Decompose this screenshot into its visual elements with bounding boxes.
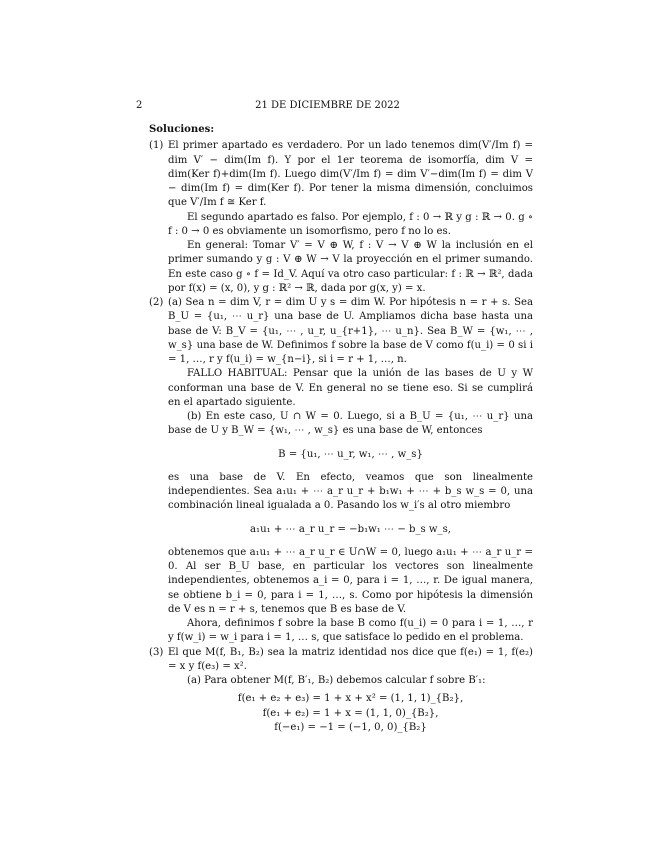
paragraph: es una base de V. En efecto, veamos que son linealmente independientes. Sea a₁u₁ + ⋯ a_r u_r + b₁w₁ + ⋯ + b_s w_s = 0, una combinación lineal igualada a 0. Pasando los w_i′s al otro miembro <box>168 471 533 512</box>
item-number: (2) <box>149 297 164 308</box>
equation-line: f(−e₁) = −1 = (−1, 0, 0)_{B₂} <box>274 721 427 733</box>
paragraph: Ahora, definimos f sobre la base B como f(u_i) = 0 para i = 1, …, r y f(w_i) = w_i para i = 1, … s, que satisface lo pedido en el problema. <box>168 618 533 644</box>
common-mistake-paragraph: FALLO HABITUAL: Pensar que la unión de las bases de U y W conforman una base de V. En general no se tiene eso. Si se cumplirá en el apartado siguiente. <box>168 368 533 408</box>
solution-item-1 <box>149 139 533 296</box>
paragraph: El que M(f, B₁, B₂) sea la matriz identidad nos dice que f(e₁) = 1, f(e₂) = x y f(e₃) = x². <box>168 646 533 672</box>
paragraph: (a) Para obtener M(f, B′₁, B₂) debemos calcular f sobre B′₁: <box>187 675 486 686</box>
page-number: 2 <box>136 100 143 111</box>
paragraph: En general: Tomar V′ = V ⊕ W, f : V → V ⊕ W la inclusión en el primer sumando y g : V ⊕ W → V la proyección en el primer sumando. En este caso g ∘ f = Id_V. Aquí va otro caso particular: f : ℝ → ℝ², dada por f(x) = (x, 0), y g : ℝ² → ℝ, dada por g(x, y) = x. <box>168 240 533 294</box>
section-title: Soluciones: <box>149 124 215 135</box>
equation-combination: a₁u₁ + ⋯ a_r u_r = −b₁w₁ ⋯ − b_s w_s, <box>250 523 451 535</box>
header-date: 21 DE DICIEMBRE DE 2022 <box>255 100 400 111</box>
equation-block <box>168 692 533 735</box>
paragraph: (b) En este caso, U ∩ W = 0. Luego, si a B_U = {u₁, ⋯ u_r} una base de U y B_W = {w₁, ⋯ , w_s} es una base de W, entonces <box>168 411 533 437</box>
equation-line: f(e₁ + e₂) = 1 + x = (1, 1, 0)_{B₂}, <box>262 707 439 719</box>
equation-basis: B = {u₁, ⋯ u_r, w₁, ⋯ , w_s} <box>278 448 423 460</box>
paragraph: El segundo apartado es falso. Por ejemplo, f : 0 → ℝ y g : ℝ → 0. g ∘ f : 0 → 0 es obviamente un isomorfismo, pero f no lo es. <box>168 211 533 237</box>
solution-item-2 <box>149 296 533 646</box>
item-number: (3) <box>149 646 164 658</box>
paragraph: El primer apartado es verdadero. Por un lado tenemos dim(V′/Im f) = dim V′ − dim(Im f). Y por el 1er teorema de isomorfía, dim V = dim(Ker f)+dim(Im f). Luego dim(V′/Im f) = dim V′−dim(Im f) = dim V − dim(Im f) = dim(Ker f). Por tener la misma dimensión, concluimos que V′/Im f ≅ Ker f. <box>168 140 533 209</box>
paragraph: (a) Sea n = dim V, r = dim U y s = dim W. Por hipótesis n = r + s. Sea B_U = {u₁, ⋯ u_r} una base de U. Ampliamos dicha base hasta una base de V: B_V = {u₁, ⋯ , u_r, u_{r+1}, ⋯ u_n}. Sea B_W = {w₁, ⋯ , w_s} una base de W. Definimos f sobre la base de V como f(u_i) = 0 si i = 1, …, r y f(u_i) = w_{n−i}, si i = r + 1, …, n. <box>168 297 533 365</box>
equation-line: f(e₁ + e₂ + e₃) = 1 + x + x² = (1, 1, 1)_{B₂}, <box>237 693 464 705</box>
paragraph: obtenemos que a₁u₁ + ⋯ a_r u_r ∈ U∩W = 0, luego a₁u₁ + ⋯ a_r u_r = 0. Al ser B_U base, en particular los vectores son linealmente independientes, obtenemos a_i = 0, para i = 1, …, r. De igual manera, se obtiene b_i = 0, para i = 1, …, s. Como por hipótesis la dimensión de V es n = r + s, tenemos que B es base de V. <box>168 546 533 615</box>
solutions-content <box>149 123 533 735</box>
solution-item-3 <box>149 646 533 736</box>
item-number: (1) <box>149 140 164 152</box>
